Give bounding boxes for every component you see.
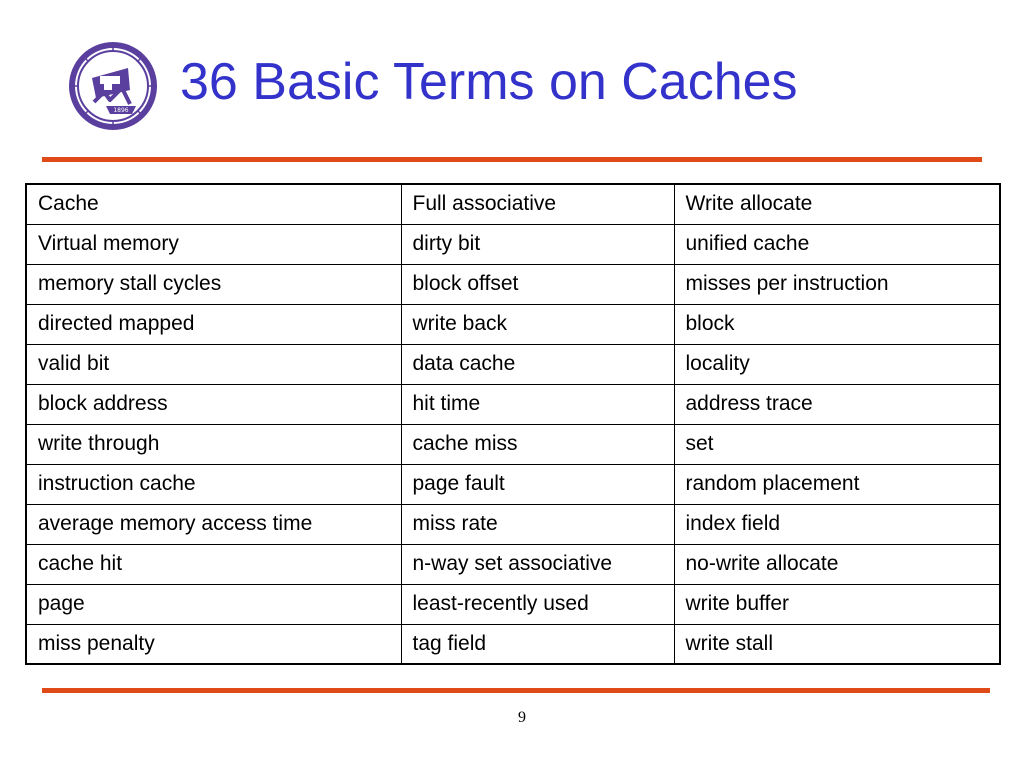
table-cell: write buffer	[674, 584, 1000, 624]
table-cell: Virtual memory	[26, 224, 401, 264]
table-cell: miss rate	[401, 504, 674, 544]
table-cell: page fault	[401, 464, 674, 504]
table-cell: unified cache	[674, 224, 1000, 264]
table-cell: Write allocate	[674, 184, 1000, 224]
table-row	[26, 184, 1000, 224]
table-row	[26, 584, 1000, 624]
table-cell: least-recently used	[401, 584, 674, 624]
table-row	[26, 344, 1000, 384]
table-row	[26, 464, 1000, 504]
table-cell: random placement	[674, 464, 1000, 504]
table-row	[26, 304, 1000, 344]
table-row	[26, 624, 1000, 664]
table-cell: write back	[401, 304, 674, 344]
seal-year: 1896	[113, 107, 129, 114]
table-cell: page	[26, 584, 401, 624]
table-cell: write stall	[674, 624, 1000, 664]
table-cell: no-write allocate	[674, 544, 1000, 584]
page-number: 9	[518, 709, 526, 726]
slide-title: 36 Basic Terms on Caches	[180, 53, 798, 111]
table-cell: misses per instruction	[674, 264, 1000, 304]
table-cell: hit time	[401, 384, 674, 424]
table-cell: block address	[26, 384, 401, 424]
table-cell: set	[674, 424, 1000, 464]
table-cell: address trace	[674, 384, 1000, 424]
table-cell: n-way set associative	[401, 544, 674, 584]
top-divider	[42, 157, 982, 162]
table-cell: locality	[674, 344, 1000, 384]
bottom-divider	[42, 688, 990, 693]
cache-terms-table	[25, 183, 1001, 665]
table-cell: cache miss	[401, 424, 674, 464]
table-cell: valid bit	[26, 344, 401, 384]
table-cell: block offset	[401, 264, 674, 304]
table-cell: block	[674, 304, 1000, 344]
table-cell: miss penalty	[26, 624, 401, 664]
table-cell: index field	[674, 504, 1000, 544]
table-row	[26, 224, 1000, 264]
table-cell: memory stall cycles	[26, 264, 401, 304]
table-cell: dirty bit	[401, 224, 674, 264]
table-cell: Full associative	[401, 184, 674, 224]
table-row	[26, 504, 1000, 544]
university-seal-icon	[66, 40, 160, 132]
table-row	[26, 384, 1000, 424]
table-row	[26, 424, 1000, 464]
table-row	[26, 264, 1000, 304]
table-row	[26, 544, 1000, 584]
table-cell: Cache	[26, 184, 401, 224]
table-cell: average memory access time	[26, 504, 401, 544]
table-cell: cache hit	[26, 544, 401, 584]
table-cell: write through	[26, 424, 401, 464]
table-cell: data cache	[401, 344, 674, 384]
table-cell: instruction cache	[26, 464, 401, 504]
table-cell: directed mapped	[26, 304, 401, 344]
table-cell: tag field	[401, 624, 674, 664]
